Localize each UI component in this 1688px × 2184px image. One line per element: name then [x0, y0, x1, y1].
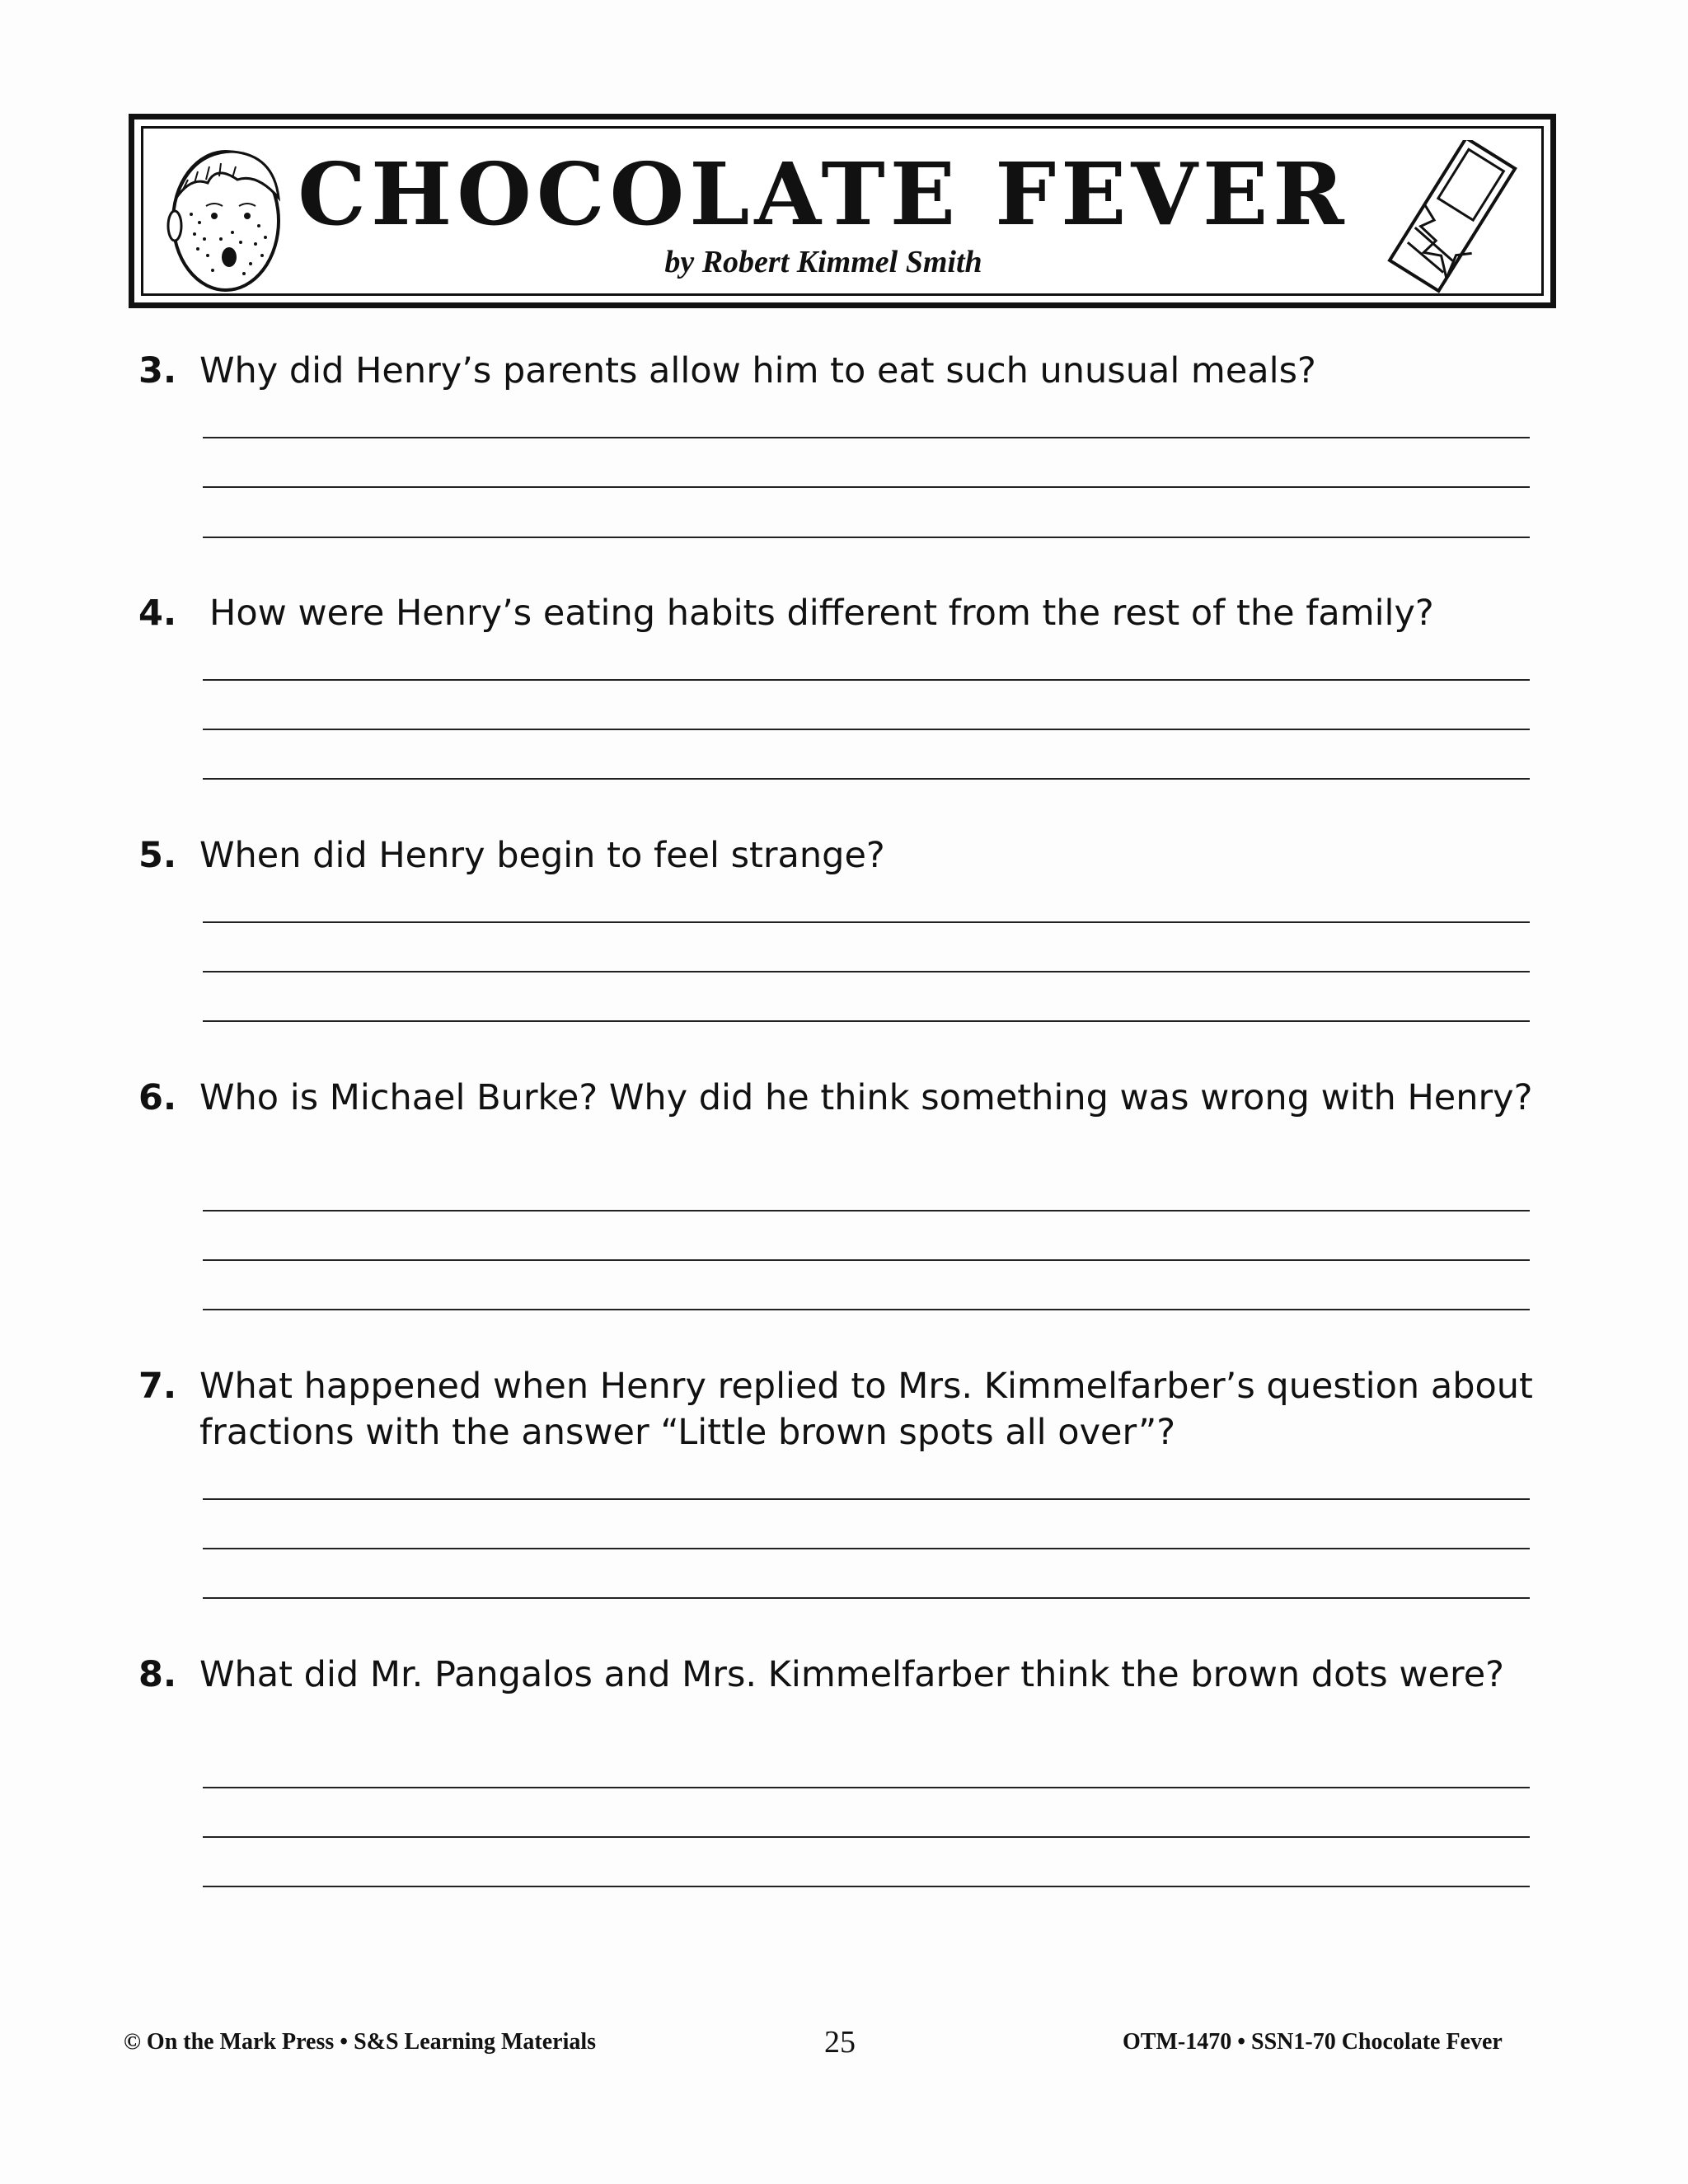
question-number: 3. — [138, 350, 177, 391]
question-text: When did Henry begin to feel strange? — [199, 835, 885, 876]
question-text: What happened when Henry replied to Mrs. Kimmelfarber’s question about fractions with the answer “Little brown spots all over”? — [199, 1366, 1533, 1453]
question-text: Why did Henry’s parents allow him to eat such unusual meals? — [199, 350, 1316, 391]
answer-line[interactable] — [203, 1548, 1530, 1549]
question-number: 8. — [138, 1654, 177, 1695]
answer-line[interactable] — [203, 1787, 1530, 1788]
answer-line[interactable] — [203, 1498, 1530, 1500]
footer-copyright: © On the Mark Press • S&S Learning Materials — [124, 2029, 597, 2055]
freckled-boy-face-icon — [158, 140, 290, 297]
question-number: 4. — [138, 593, 177, 634]
answer-line[interactable] — [203, 1886, 1530, 1887]
answer-line[interactable] — [203, 486, 1530, 488]
answer-line[interactable] — [203, 971, 1530, 972]
answer-line[interactable] — [203, 1597, 1530, 1599]
question-text: What did Mr. Pangalos and Mrs. Kimmelfarber think the brown dots were? — [199, 1654, 1504, 1695]
answer-line[interactable] — [203, 1259, 1530, 1261]
book-title: CHOCOLATE FEVER — [298, 143, 1349, 245]
answer-line[interactable] — [203, 729, 1530, 730]
answer-line[interactable] — [203, 1210, 1530, 1212]
answer-line[interactable] — [203, 1836, 1530, 1838]
title-banner — [129, 114, 1556, 308]
question-text: How were Henry’s eating habits different from the rest of the family? — [209, 593, 1434, 634]
answer-line[interactable] — [203, 537, 1530, 538]
banner-inner-border — [141, 126, 1544, 296]
answer-line[interactable] — [203, 437, 1530, 438]
chocolate-bar-icon — [1376, 140, 1533, 297]
question-number: 7. — [138, 1366, 177, 1407]
footer-product-code: OTM-1470 • SSN1-70 Chocolate Fever — [1123, 2029, 1503, 2055]
question-number: 5. — [138, 835, 177, 876]
answer-line[interactable] — [203, 679, 1530, 681]
answer-line[interactable] — [203, 778, 1530, 780]
page-number: 25 — [824, 2025, 856, 2060]
answer-line[interactable] — [203, 921, 1530, 923]
book-author: by Robert Kimmel Smith — [664, 245, 982, 279]
question-text: Who is Michael Burke? Why did he think something was wrong with Henry? — [199, 1077, 1533, 1118]
answer-line[interactable] — [203, 1020, 1530, 1022]
question-number: 6. — [138, 1077, 177, 1118]
answer-line[interactable] — [203, 1309, 1530, 1310]
